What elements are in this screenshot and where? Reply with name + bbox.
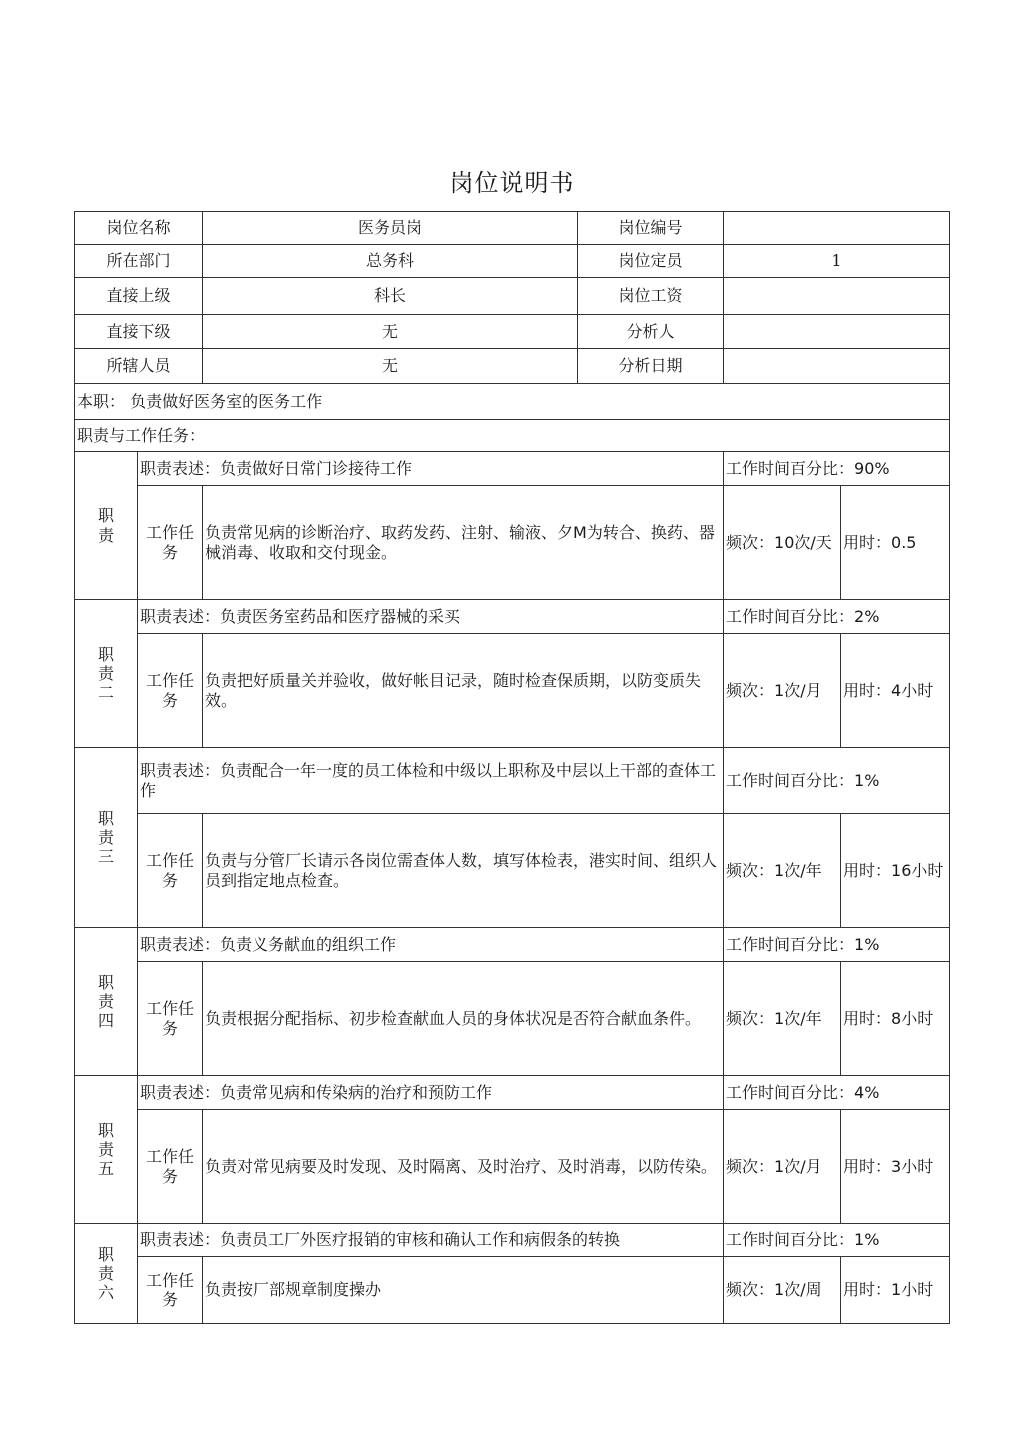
- info-label: 岗位名称: [75, 212, 203, 245]
- duty-label: 职 责 二: [75, 600, 138, 748]
- info-row: [75, 278, 950, 315]
- task-frequency: 频次：10次/天: [724, 486, 841, 600]
- info-row: [75, 315, 950, 349]
- info-label: 分析日期: [578, 349, 724, 384]
- duty-desc-row: [75, 928, 950, 962]
- task-text: 负责把好质量关并验收，做好帐目记录，随时检查保质期，以防变质失效。: [203, 634, 724, 748]
- info-value: 无: [203, 315, 578, 349]
- task-label: 工作任务: [138, 1110, 203, 1224]
- duty-task-row: [75, 1110, 950, 1224]
- duty-description: 职责表述：负责员工厂外医疗报销的审核和确认工作和病假条的转换: [138, 1224, 724, 1257]
- info-label: 岗位定员: [578, 245, 724, 278]
- info-value: [724, 315, 950, 349]
- duty-percent: 工作时间百分比：1%: [724, 748, 950, 814]
- info-value: 总务科: [203, 245, 578, 278]
- task-text: 负责常见病的诊断治疗、取药发药、注射、输液、夕M为转合、换药、器械消毒、收取和交付现金。: [203, 486, 724, 600]
- task-text: 负责根据分配指标、初步检查献血人员的身体状况是否符合献血条件。: [203, 962, 724, 1076]
- duty-description: 职责表述：负责医务室药品和医疗器械的采买: [138, 600, 724, 634]
- page-title: 岗位说明书: [449, 169, 575, 197]
- task-label: 工作任务: [138, 486, 203, 600]
- duty-label: 职 责 四: [75, 928, 138, 1076]
- duty-desc-row: [75, 600, 950, 634]
- duty-label: 职 责: [75, 452, 138, 600]
- task-text: 负责与分管厂长请示各岗位需查体人数，填写体检表，港实时间、组织人员到指定地点检查。: [203, 814, 724, 928]
- info-label: 所在部门: [75, 245, 203, 278]
- duty-label: 职 责 五: [75, 1076, 138, 1224]
- duty-percent: 工作时间百分比：2%: [724, 600, 950, 634]
- duty-description: 职责表述：负责常见病和传染病的治疗和预防工作: [138, 1076, 724, 1110]
- duty-desc-row: [75, 452, 950, 486]
- task-duration: 用时：4小时: [841, 634, 950, 748]
- info-label: 所辖人员: [75, 349, 203, 384]
- task-duration: 用时：0.5: [841, 486, 950, 600]
- info-label: 岗位工资: [578, 278, 724, 315]
- info-label: 岗位编号: [578, 212, 724, 245]
- duty-task-row: [75, 814, 950, 928]
- duty-task-row: [75, 486, 950, 600]
- duty-percent: 工作时间百分比：4%: [724, 1076, 950, 1110]
- duty-desc-row: [75, 1224, 950, 1257]
- task-frequency: 频次：1次/年: [724, 962, 841, 1076]
- duty-desc-row: [75, 748, 950, 814]
- task-duration: 用时：1小时: [841, 1257, 950, 1324]
- duty-task-row: [75, 962, 950, 1076]
- info-label: 直接下级: [75, 315, 203, 349]
- info-value: [724, 278, 950, 315]
- duty-description: 职责表述：负责配合一年一度的员工体检和中级以上职称及中层以上干部的查体工作: [138, 748, 724, 814]
- info-value: 科长: [203, 278, 578, 315]
- duty-task-row: [75, 634, 950, 748]
- summary-row: 本职： 负责做好医务室的医务工作: [75, 384, 950, 420]
- duty-description: 职责表述：负责做好日常门诊接待工作: [138, 452, 724, 486]
- task-label: 工作任务: [138, 962, 203, 1076]
- task-frequency: 频次：1次/年: [724, 814, 841, 928]
- task-duration: 用时：16小时: [841, 814, 950, 928]
- info-row: [75, 212, 950, 245]
- info-value: [724, 349, 950, 384]
- duty-percent: 工作时间百分比：90%: [724, 452, 950, 486]
- info-value: 1: [724, 245, 950, 278]
- task-label: 工作任务: [138, 634, 203, 748]
- duty-label: 职 责 六: [75, 1224, 138, 1324]
- info-label: 分析人: [578, 315, 724, 349]
- task-label: 工作任务: [138, 814, 203, 928]
- duties-header: 职责与工作任务：: [75, 420, 950, 452]
- job-description-table: [74, 211, 950, 1324]
- duty-percent: 工作时间百分比：1%: [724, 928, 950, 962]
- info-label: 直接上级: [75, 278, 203, 315]
- info-value: 医务员岗: [203, 212, 578, 245]
- info-value: 无: [203, 349, 578, 384]
- task-duration: 用时：3小时: [841, 1110, 950, 1224]
- duty-percent: 工作时间百分比：1%: [724, 1224, 950, 1257]
- task-text: 负责按厂部规章制度操办: [203, 1257, 724, 1324]
- task-duration: 用时：8小时: [841, 962, 950, 1076]
- duty-desc-row: [75, 1076, 950, 1110]
- task-frequency: 频次：1次/周: [724, 1257, 841, 1324]
- task-frequency: 频次：1次/月: [724, 1110, 841, 1224]
- task-frequency: 频次：1次/月: [724, 634, 841, 748]
- task-label: 工作任务: [138, 1257, 203, 1324]
- duty-description: 职责表述：负责义务献血的组织工作: [138, 928, 724, 962]
- duty-label: 职 责 三: [75, 748, 138, 928]
- duty-task-row: [75, 1257, 950, 1324]
- info-value: [724, 212, 950, 245]
- info-row: [75, 245, 950, 278]
- task-text: 负责对常见病要及时发现、及时隔离、及时治疗、及时消毒，以防传染。: [203, 1110, 724, 1224]
- info-row: [75, 349, 950, 384]
